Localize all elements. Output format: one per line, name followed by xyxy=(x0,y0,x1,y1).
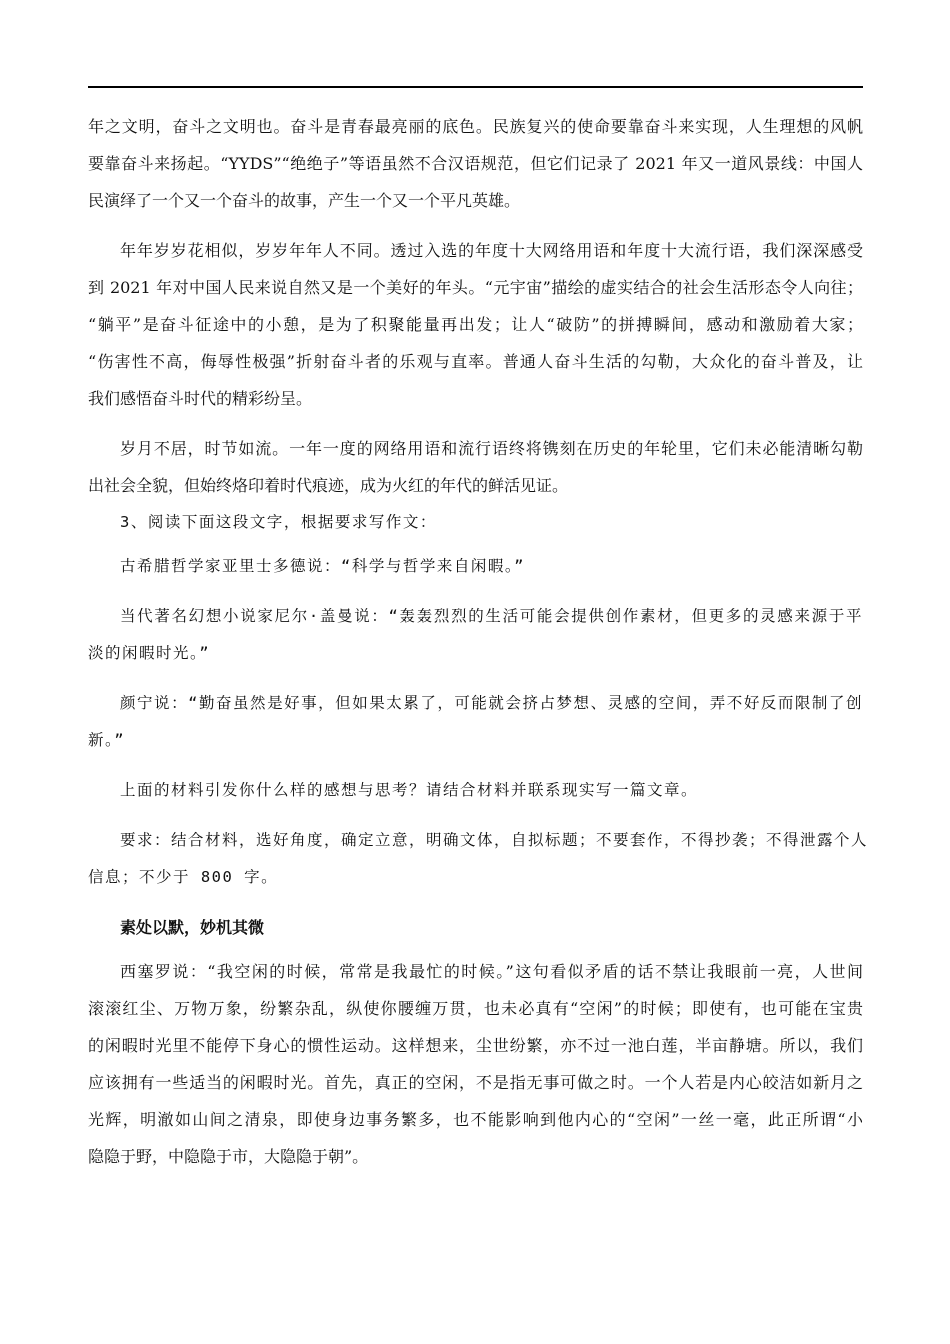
document-body xyxy=(88,108,869,1175)
text-line: 我们感悟奋斗时代的精彩纷呈。 xyxy=(88,389,313,408)
paragraph-time-flows xyxy=(88,430,863,504)
question-3-heading xyxy=(88,504,863,541)
header-rule xyxy=(88,86,863,88)
text-line: 淡的闲暇时光。” xyxy=(88,644,211,662)
paragraph-struggle-continued xyxy=(88,108,863,219)
text-line: 出社会全貌，但始终烙印着时代痕迹，成为火红的年代的鲜活见证。 xyxy=(88,476,569,495)
quote-yan-ning xyxy=(88,685,863,759)
text-line: 信息；不少于 800 字。 xyxy=(88,868,279,886)
text-line: 岁月不居，时节如流。一年一度的网络用语和流行语终将镌刻在历史的年轮里，它们未必能清晰勾勒 xyxy=(120,439,863,458)
text-line: 西塞罗说：“我空闲的时候，常常是我最忙的时候。”这句看似矛盾的话不禁让我眼前一亮，人世间 xyxy=(120,962,863,981)
essay-paragraph-1 xyxy=(88,953,863,1175)
prompt-question xyxy=(88,772,863,809)
text-line: 新。” xyxy=(88,731,126,749)
text-line: 颜宁说：“勤奋虽然是好事，但如果太累了，可能就会挤占梦想、灵感的空间，弄不好反而限制了创 xyxy=(120,694,863,712)
text-line: “躺平”是奋斗征途中的小憩，是为了积聚能量再出发；让人“破防”的拼搏瞬间，感动和激励着大家； xyxy=(88,315,863,334)
text-line: 应该拥有一些适当的闲暇时光。首先，真正的空闲，不是指无事可做之时。一个人若是内心皎洁如新月之 xyxy=(88,1073,863,1092)
text-line: “伤害性不高，侮辱性极强”折射奋斗者的乐观与直率。普通人奋斗生活的勾勒，大众化的奋斗普及，让 xyxy=(88,352,863,371)
quote-aristotle xyxy=(88,548,863,585)
paragraph-year-words xyxy=(88,232,863,417)
requirements xyxy=(88,822,869,896)
text-line: 要靠奋斗来扬起。“YYDS”“绝绝子”等语虽然不合汉语规范，但它们记录了 2021 年又一道风景线：中国人 xyxy=(88,154,863,173)
text-line: 3、阅读下面这段文字，根据要求写作文： xyxy=(120,513,437,531)
text-line: 年年岁岁花相似，岁岁年年人不同。透过入选的年度十大网络用语和年度十大流行语，我们深深感受 xyxy=(120,241,863,260)
text-line: 隐隐于野，中隐隐于市，大隐隐于朝”。 xyxy=(88,1147,369,1166)
quote-neil-gaiman xyxy=(88,598,863,672)
text-line: 光辉，明澈如山间之清泉，即使身边事务繁多，也不能影响到他内心的“空闲”一丝一毫，此正所谓“小 xyxy=(88,1110,863,1129)
text-line: 古希腊哲学家亚里士多德说：“科学与哲学来自闲暇。” xyxy=(120,557,525,575)
text-line: 民演绎了一个又一个奋斗的故事，产生一个又一个平凡英雄。 xyxy=(88,191,521,210)
essay-title-text: 素处以默，妙机其微 xyxy=(120,918,265,937)
text-line: 当代著名幻想小说家尼尔·盖曼说：“轰轰烈烈的生活可能会提供创作素材，但更多的灵感来源于平 xyxy=(120,607,863,625)
text-line: 到 2021 年对中国人民来说自然又是一个美好的年头。“元宇宙”描绘的虚实结合的社会生活形态令人向往； xyxy=(88,278,863,297)
text-line: 滚滚红尘、万物万象，纷繁杂乱，纵使你腰缠万贯，也未必真有“空闲”的时候；即使有，也可能在宝贵 xyxy=(88,999,863,1018)
text-line: 年之文明，奋斗之文明也。奋斗是青春最亮丽的底色。民族复兴的使命要靠奋斗来实现，人生理想的风帆 xyxy=(88,117,863,136)
text-line: 要求：结合材料，选好角度，确定立意，明确文体，自拟标题；不要套作，不得抄袭；不得泄露个人 xyxy=(120,831,869,849)
text-line: 的闲暇时光里不能停下身心的惯性运动。这样想来，尘世纷繁，亦不过一池白莲，半亩静塘。所以，我们 xyxy=(88,1036,863,1055)
essay-title xyxy=(88,909,863,946)
text-line: 上面的材料引发你什么样的感想与思考？请结合材料并联系现实写一篇文章。 xyxy=(120,781,699,799)
